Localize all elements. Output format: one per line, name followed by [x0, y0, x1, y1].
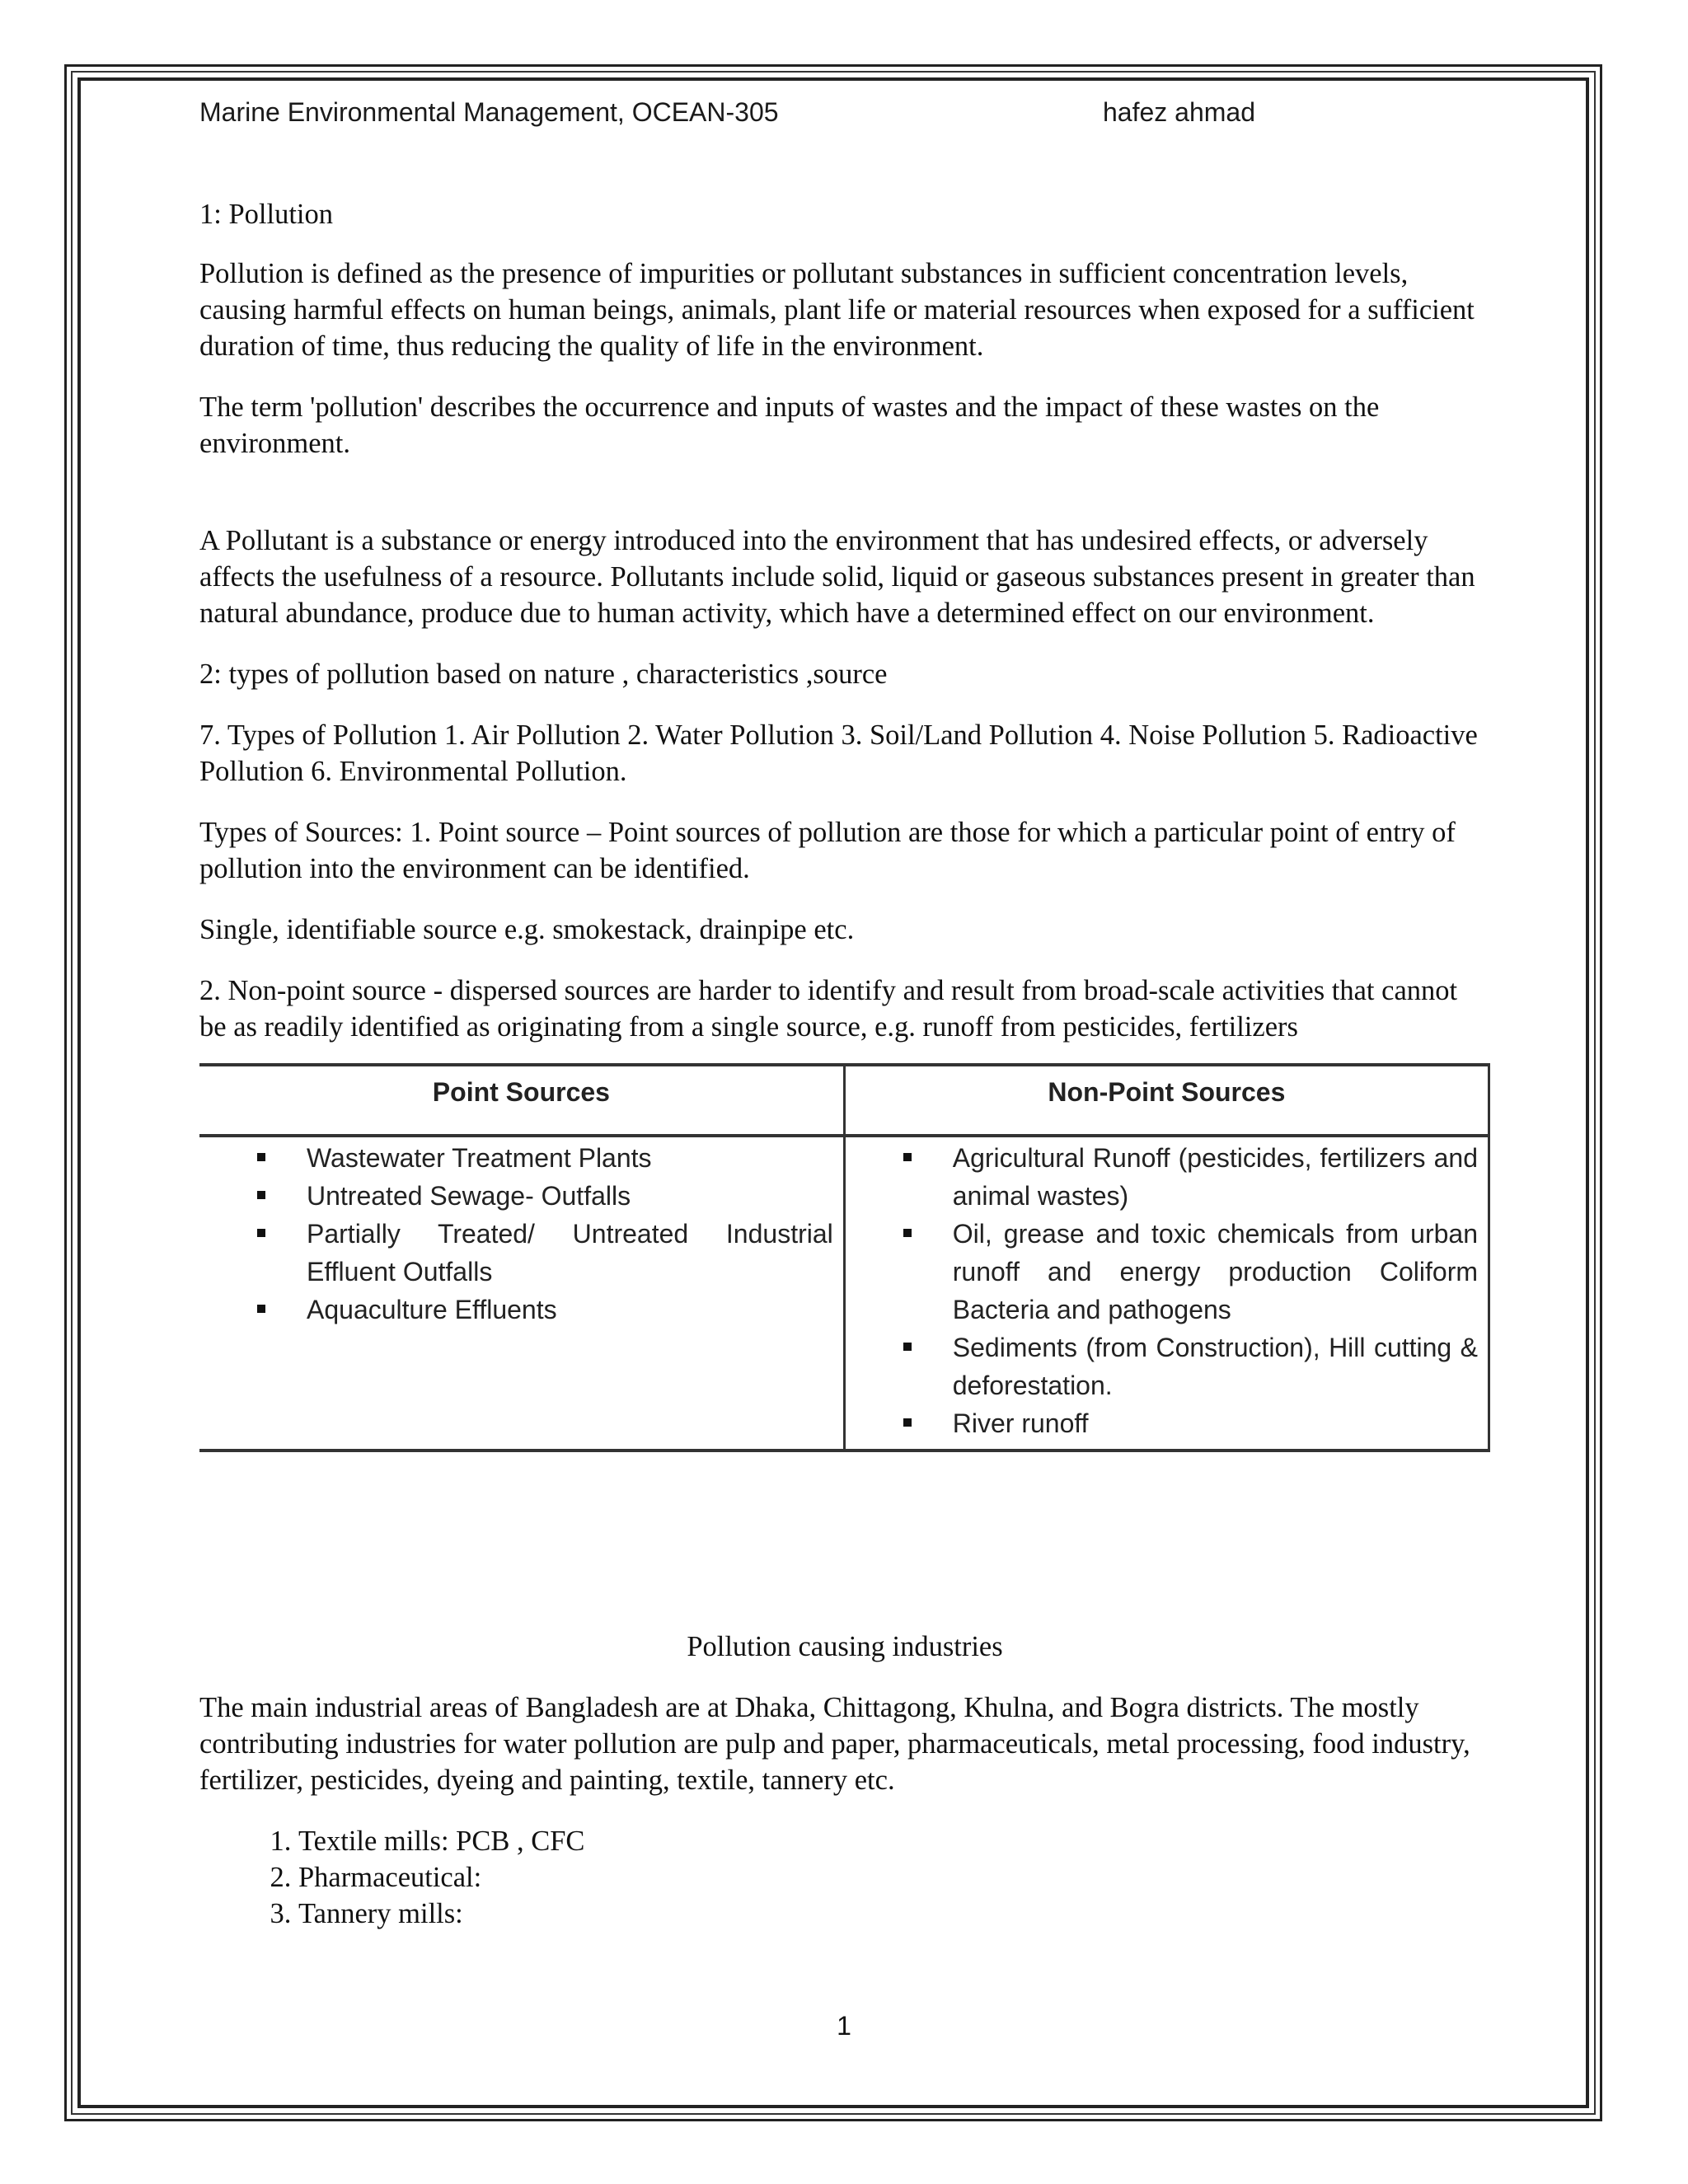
point-source-paragraph: Types of Sources: 1. Point source – Point sources of pollution are those for which a particular point of entry of pollution into the environment can be identified. [199, 817, 1456, 884]
single-source-paragraph: Single, identifiable source e.g. smokestack, drainpipe etc. [199, 914, 855, 945]
pollution-definition: Pollution is defined as the presence of impurities or pollutant substances in sufficient concentration levels, causing harmful effects on human beings, animals, plant life or material resources when exposed for a sufficient duration of time, thus reducing the quality of life in the environment. [199, 258, 1475, 362]
non-point-sources-list [862, 1139, 1478, 1442]
point-sources-cell [199, 1136, 844, 1451]
list-item: River runoff [862, 1404, 1478, 1442]
list-item: Oil, grease and toxic chemicals from urban runoff and energy production Coliform Bacteria and pathogens [862, 1215, 1478, 1329]
pollution-term-paragraph: The term 'pollution' describes the occurrence and inputs of wastes and the impact of these wastes on the environment. [199, 391, 1380, 459]
industries-title: Pollution causing industries [687, 1631, 1003, 1662]
list-item: Agricultural Runoff (pesticides, fertilizers and animal wastes) [862, 1139, 1478, 1215]
list-item: Partially Treated/ Untreated Industrial Effluent Outfalls [216, 1215, 833, 1291]
course-title: Marine Environmental Management, OCEAN-305 [199, 97, 779, 127]
pollutant-definition: A Pollutant is a substance or energy introduced into the environment that has undesired effects, or adversely affects the usefulness of a resource. Pollutants include solid, liquid or gaseous substances present in greater than natural abundance, produce due to human activity, which have a determined effect on our environment. [199, 525, 1475, 629]
non-point-sources-header: Non-Point Sources [844, 1065, 1489, 1136]
non-point-sources-cell [844, 1136, 1489, 1451]
page-header [199, 97, 1263, 135]
list-item: 3. Tannery mills: [298, 1896, 1490, 1932]
list-item: 2. Pharmaceutical: [298, 1859, 1490, 1896]
list-item: 1. Textile mills: PCB , CFC [298, 1823, 1490, 1859]
non-point-source-paragraph: 2. Non-point source - dispersed sources are harder to identify and result from broad-scale activities that cannot be as readily identified as originating from a single source, e.g. runoff from pesticides, fertilizers [199, 975, 1458, 1043]
pollution-types-paragraph: 7. Types of Pollution 1. Air Pollution 2. Water Pollution 3. Soil/Land Pollution 4. Noise Pollution 5. Radioactive Pollution 6. Environmental Pollution. [199, 719, 1478, 787]
list-item: Untreated Sewage- Outfalls [216, 1177, 833, 1215]
list-item: Wastewater Treatment Plants [216, 1139, 833, 1177]
point-sources-list [216, 1139, 833, 1329]
author-name: hafez ahmad [1103, 97, 1256, 127]
section-2-title: 2: types of pollution based on nature , characteristics ,source [199, 658, 888, 690]
blank-line [199, 486, 1490, 523]
industries-list [199, 1823, 1490, 1932]
page-number: 1 [837, 2011, 851, 2041]
document-body [199, 196, 1490, 1932]
point-sources-header: Point Sources [199, 1065, 844, 1136]
sources-table [199, 1063, 1490, 1452]
section-1-title: 1: Pollution [199, 199, 333, 230]
list-item: Aquaculture Effluents [216, 1291, 833, 1329]
industries-paragraph: The main industrial areas of Bangladesh are at Dhaka, Chittagong, Khulna, and Bogra districts. The mostly contributing industries for water pollution are pulp and paper, pharmaceuticals, metal processing, food industry, fertilizer, pesticides, dyeing and painting, textile, tannery etc. [199, 1692, 1470, 1796]
list-item: Sediments (from Construction), Hill cutting & deforestation. [862, 1329, 1478, 1404]
